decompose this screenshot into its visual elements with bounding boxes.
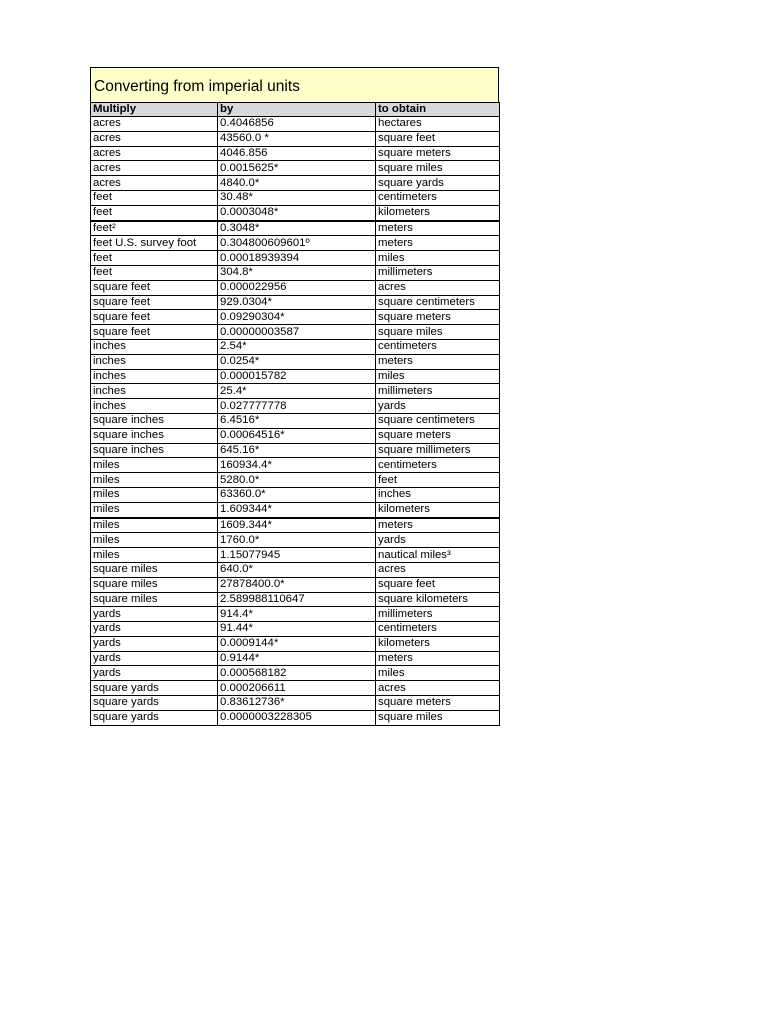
cell-factor: 0.0000003228305 [218, 710, 376, 725]
cell-multiply: square yards [91, 696, 218, 711]
cell-factor: 0.0003048* [218, 205, 376, 220]
cell-to-obtain: square meters [376, 310, 500, 325]
cell-multiply: square feet [91, 325, 218, 340]
header-to-obtain: to obtain [376, 103, 500, 117]
cell-to-obtain: meters [376, 221, 500, 236]
cell-factor: 0.027777778 [218, 399, 376, 414]
cell-factor: 304.8* [218, 265, 376, 280]
cell-factor: 2.589988110647 [218, 592, 376, 607]
cell-to-obtain: meters [376, 354, 500, 369]
cell-factor: 27878400.0* [218, 577, 376, 592]
cell-to-obtain: nautical miles³ [376, 548, 500, 563]
cell-multiply: miles [91, 518, 218, 533]
cell-multiply: square inches [91, 428, 218, 443]
cell-factor: 6.4516* [218, 413, 376, 428]
cell-to-obtain: centimeters [376, 339, 500, 354]
cell-factor: 0.0015625* [218, 161, 376, 176]
cell-to-obtain: square meters [376, 146, 500, 161]
cell-multiply: square feet [91, 310, 218, 325]
table-row [91, 339, 500, 354]
table-row [91, 636, 500, 651]
cell-factor: 645.16* [218, 443, 376, 458]
table-row [91, 548, 500, 563]
cell-multiply: acres [91, 146, 218, 161]
cell-to-obtain: miles [376, 666, 500, 681]
cell-to-obtain: acres [376, 681, 500, 696]
table-row [91, 473, 500, 488]
cell-factor: 63360.0* [218, 487, 376, 502]
cell-multiply: acres [91, 176, 218, 191]
table-row [91, 354, 500, 369]
cell-to-obtain: millimeters [376, 607, 500, 622]
cell-factor: 1760.0* [218, 533, 376, 548]
cell-factor: 0.0009144* [218, 636, 376, 651]
table-row [91, 131, 500, 146]
table-row [91, 518, 500, 533]
cell-to-obtain: square miles [376, 161, 500, 176]
header-by: by [218, 103, 376, 117]
cell-factor: 0.9144* [218, 651, 376, 666]
cell-to-obtain: centimeters [376, 458, 500, 473]
table-row [91, 265, 500, 280]
conversion-table [90, 102, 500, 726]
cell-multiply: yards [91, 607, 218, 622]
table-row [91, 458, 500, 473]
cell-multiply: square miles [91, 562, 218, 577]
cell-to-obtain: yards [376, 533, 500, 548]
cell-factor: 0.00000003587 [218, 325, 376, 340]
cell-multiply: yards [91, 651, 218, 666]
table-row [91, 146, 500, 161]
table-row [91, 190, 500, 205]
conversion-sheet [90, 67, 499, 726]
cell-to-obtain: yards [376, 399, 500, 414]
table-row [91, 710, 500, 725]
cell-to-obtain: square millimeters [376, 443, 500, 458]
cell-multiply: square yards [91, 710, 218, 725]
cell-multiply: square miles [91, 592, 218, 607]
cell-factor: 0.304800609601º [218, 236, 376, 251]
table-row [91, 533, 500, 548]
cell-to-obtain: acres [376, 562, 500, 577]
cell-factor: 2.54* [218, 339, 376, 354]
cell-to-obtain: kilometers [376, 636, 500, 651]
cell-to-obtain: meters [376, 236, 500, 251]
cell-factor: 640.0* [218, 562, 376, 577]
table-row [91, 399, 500, 414]
cell-multiply: inches [91, 354, 218, 369]
cell-to-obtain: kilometers [376, 502, 500, 517]
cell-multiply: square feet [91, 295, 218, 310]
cell-multiply: feet [91, 205, 218, 220]
table-row [91, 325, 500, 340]
cell-multiply: feet [91, 265, 218, 280]
table-row [91, 651, 500, 666]
cell-factor: 0.00018939394 [218, 251, 376, 266]
cell-factor: 0.83612736* [218, 696, 376, 711]
table-row [91, 295, 500, 310]
cell-to-obtain: millimeters [376, 265, 500, 280]
table-row [91, 696, 500, 711]
cell-to-obtain: square miles [376, 325, 500, 340]
cell-factor: 0.000022956 [218, 280, 376, 295]
cell-to-obtain: centimeters [376, 622, 500, 637]
cell-to-obtain: kilometers [376, 205, 500, 220]
cell-factor: 929.0304* [218, 295, 376, 310]
cell-multiply: feet [91, 190, 218, 205]
table-row [91, 607, 500, 622]
cell-factor: 0.0254* [218, 354, 376, 369]
cell-factor: 0.3048* [218, 221, 376, 236]
cell-multiply: feet [91, 251, 218, 266]
table-row [91, 666, 500, 681]
cell-to-obtain: square kilometers [376, 592, 500, 607]
cell-multiply: inches [91, 384, 218, 399]
cell-to-obtain: feet [376, 473, 500, 488]
cell-factor: 0.09290304* [218, 310, 376, 325]
table-row [91, 592, 500, 607]
cell-factor: 1.15077945 [218, 548, 376, 563]
cell-multiply: yards [91, 636, 218, 651]
table-row [91, 413, 500, 428]
table-row [91, 117, 500, 132]
cell-factor: 30.48* [218, 190, 376, 205]
table-row [91, 221, 500, 236]
cell-to-obtain: meters [376, 518, 500, 533]
cell-to-obtain: acres [376, 280, 500, 295]
cell-factor: 160934.4* [218, 458, 376, 473]
cell-multiply: yards [91, 666, 218, 681]
cell-factor: 91.44* [218, 622, 376, 637]
cell-factor: 43560.0 * [218, 131, 376, 146]
cell-to-obtain: square feet [376, 131, 500, 146]
cell-to-obtain: square centimeters [376, 413, 500, 428]
table-row [91, 622, 500, 637]
cell-multiply: acres [91, 161, 218, 176]
header-row [91, 103, 500, 117]
table-row [91, 487, 500, 502]
cell-factor: 4046.856 [218, 146, 376, 161]
cell-factor: 0.4046856 [218, 117, 376, 132]
table-row [91, 681, 500, 696]
cell-to-obtain: square meters [376, 428, 500, 443]
cell-multiply: square inches [91, 413, 218, 428]
cell-multiply: acres [91, 131, 218, 146]
cell-multiply: yards [91, 622, 218, 637]
cell-factor: 914.4* [218, 607, 376, 622]
table-row [91, 310, 500, 325]
cell-factor: 4840.0* [218, 176, 376, 191]
cell-factor: 0.00064516* [218, 428, 376, 443]
cell-to-obtain: square yards [376, 176, 500, 191]
cell-to-obtain: hectares [376, 117, 500, 132]
table-row [91, 236, 500, 251]
table-row [91, 577, 500, 592]
cell-multiply: miles [91, 533, 218, 548]
cell-multiply: miles [91, 548, 218, 563]
cell-multiply: inches [91, 339, 218, 354]
table-row [91, 369, 500, 384]
table-row [91, 176, 500, 191]
table-row [91, 161, 500, 176]
cell-to-obtain: inches [376, 487, 500, 502]
table-row [91, 384, 500, 399]
cell-multiply: square yards [91, 681, 218, 696]
table-row [91, 251, 500, 266]
cell-factor: 25.4* [218, 384, 376, 399]
table-row [91, 502, 500, 517]
cell-to-obtain: meters [376, 651, 500, 666]
table-body [91, 117, 500, 726]
cell-multiply: miles [91, 487, 218, 502]
table-row [91, 280, 500, 295]
sheet-title: Converting from imperial units [90, 67, 499, 102]
cell-to-obtain: square feet [376, 577, 500, 592]
table-row [91, 562, 500, 577]
cell-multiply: miles [91, 458, 218, 473]
cell-multiply: feet² [91, 221, 218, 236]
table-row [91, 428, 500, 443]
cell-multiply: miles [91, 502, 218, 517]
cell-to-obtain: miles [376, 251, 500, 266]
cell-multiply: miles [91, 473, 218, 488]
cell-factor: 5280.0* [218, 473, 376, 488]
cell-factor: 0.000568182 [218, 666, 376, 681]
cell-to-obtain: centimeters [376, 190, 500, 205]
cell-to-obtain: square centimeters [376, 295, 500, 310]
cell-to-obtain: square meters [376, 696, 500, 711]
cell-multiply: acres [91, 117, 218, 132]
cell-multiply: inches [91, 399, 218, 414]
cell-multiply: square miles [91, 577, 218, 592]
cell-multiply: square feet [91, 280, 218, 295]
cell-factor: 0.000015782 [218, 369, 376, 384]
cell-factor: 1609.344* [218, 518, 376, 533]
cell-to-obtain: square miles [376, 710, 500, 725]
cell-multiply: square inches [91, 443, 218, 458]
table-row [91, 205, 500, 220]
cell-to-obtain: miles [376, 369, 500, 384]
cell-multiply: feet U.S. survey foot [91, 236, 218, 251]
header-multiply: Multiply [91, 103, 218, 117]
cell-factor: 1.609344* [218, 502, 376, 517]
cell-to-obtain: millimeters [376, 384, 500, 399]
cell-multiply: inches [91, 369, 218, 384]
table-row [91, 443, 500, 458]
cell-factor: 0.000206611 [218, 681, 376, 696]
